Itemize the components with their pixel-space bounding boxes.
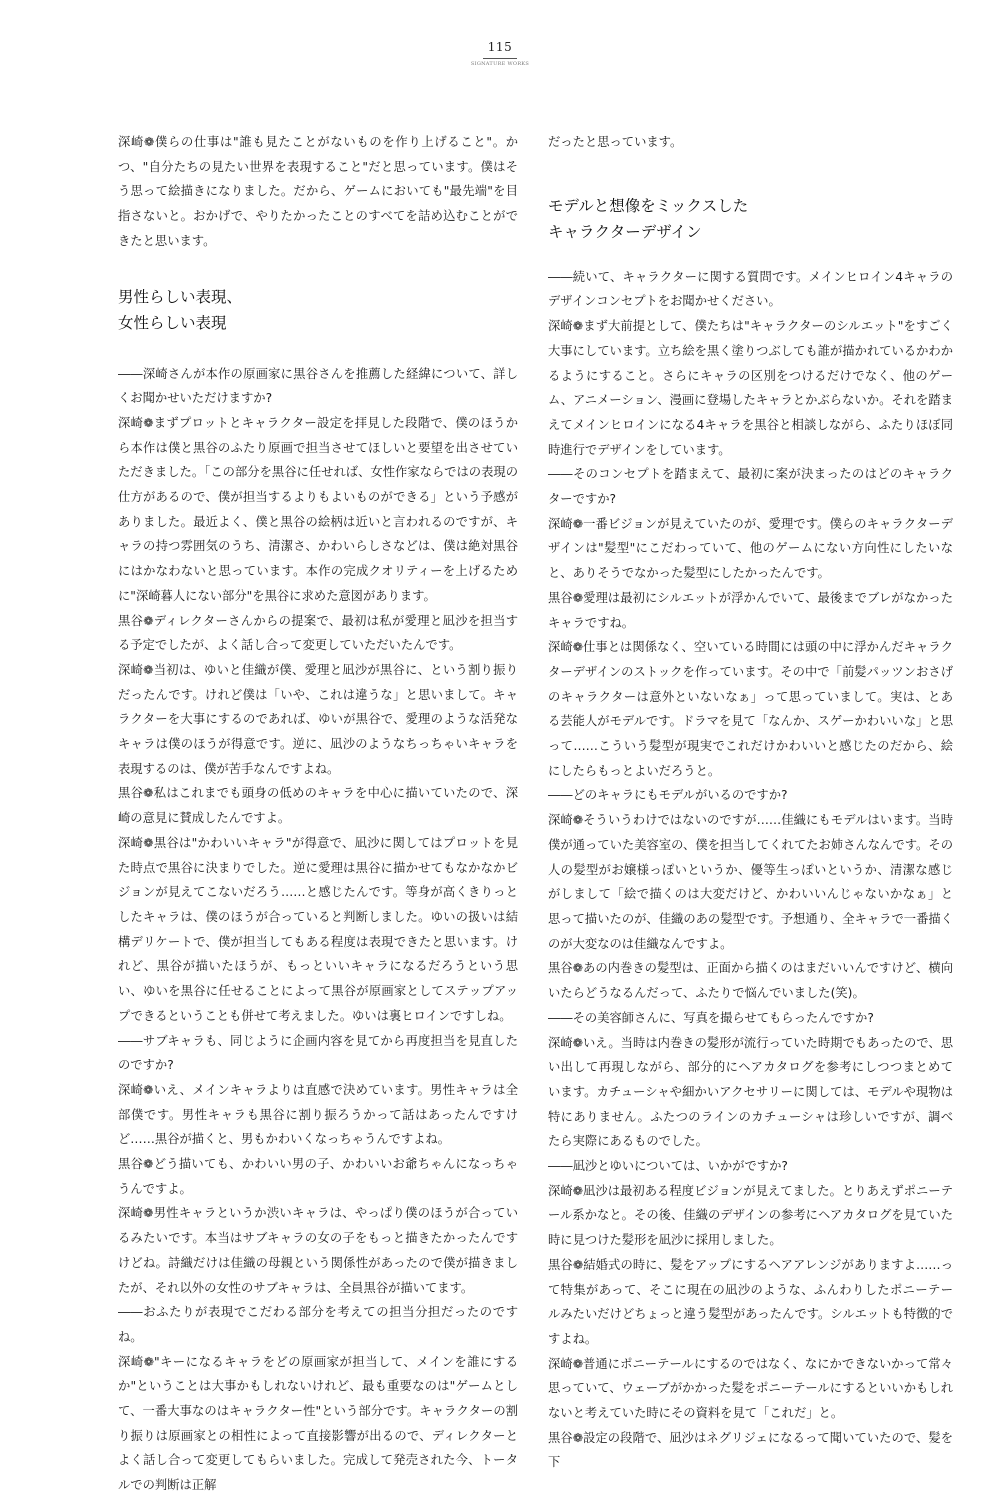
body-paragraph: ――サブキャラも、同じように企画内容を見てから再度担当を見直したのですか?	[118, 1033, 518, 1073]
left-column	[118, 130, 518, 1498]
body-paragraph: ――その美容師さんに、写真を撮らせてもらったんですか?	[548, 1010, 874, 1025]
section-heading-character-design	[548, 193, 953, 245]
body-paragraph: 深崎❁仕事とは関係なく、空いている時間には頭の中に浮かんだキャラクターデザインのストックを作っています。その中で「前髪パッツンおさげのキャラクターは意外といないなぁ」って思っていまして。実は、とある芸能人がモデルです。ドラマを見て「なんか、スゲーかわいいな」と思って……こういう髪型が現実でこれだけかわいいと感じたのだから、絵にしたらもっとよいだろうと。	[548, 640, 953, 778]
body-paragraph: 深崎❁普通にポニーテールにするのではなく、なにかできないかって常々思っていて、ウェーブがかかった髪をポニーテールにするといいかもしれないと考えていた時にその資料を見て「これだ」と。	[548, 1356, 953, 1421]
body-paragraph: ――凪沙とゆいについては、いかがですか?	[548, 1159, 788, 1174]
continuation-paragraph: だったと思っています。	[548, 135, 683, 149]
intro-paragraph: 深崎❁僕らの仕事は"誰も見たことがないものを作り上げること"。かつ、"自分たちの見たい世界を表現すること"だと思っています。僕はそう思って絵描きになりました。だから、ゲームにおいても"最先端"を目指さないと。おかげで、やりたかったことのすべてを詰め込むことができたと思います。	[118, 135, 518, 248]
body-paragraph: 深崎❁いえ。当時は内巻きの髪形が流行っていた時期でもあったので、思い出して再現しながら、部分的にヘアカタログを参考にしつつまとめています。カチューシャや細かいアクセサリーに関しては、モデルや現物は特にありません。ふたつのラインのカチューシャは珍しいですが、調べたら実際にあるものでした。	[548, 1035, 953, 1149]
page-subtitle: SIGNATURE WORKS	[470, 61, 530, 67]
body-paragraph: ――深崎さんが本作の原画家に黒谷さんを推薦した経緯について、詳しくお聞かせいただけますか?	[118, 366, 518, 406]
body-paragraph: 黒谷❁設定の段階で、凪沙はネグリジェになるって聞いていたので、髪を下	[548, 1430, 953, 1470]
body-paragraph: 黒谷❁ディレクターさんからの提案で、最初は私が愛理と凪沙を担当する予定でしたが、よく話し合って変更していただいたんです。	[118, 613, 518, 653]
body-paragraph: 深崎❁いえ、メインキャラよりは直感で決めています。男性キャラは全部僕です。男性キャラも黒谷に割り振ろうかって話はあったんですけど……黒谷が描くと、男もかわいくなっちゃうんですよね。	[118, 1082, 518, 1147]
section-heading-expression	[118, 284, 518, 336]
page-number-rule	[483, 58, 517, 59]
page-number: 115	[487, 40, 513, 54]
page-header	[0, 36, 1000, 67]
body-paragraph: 黒谷❁結婚式の時に、髪をアップにするヘアアレンジがありますよ……って特集があって、そこに現在の凪沙のような、ふんわりしたポニーテールみたいだけどちょっと違う髪型があったんです。シルエットも特徴的ですよね。	[548, 1257, 953, 1346]
body-paragraph: ――おふたりが表現でこだわる部分を考えての担当分担だったのですね。	[118, 1305, 518, 1344]
heading-line: モデルと想像をミックスした	[548, 196, 749, 215]
body-paragraph: 深崎❁"キーになるキャラをどの原画家が担当して、メインを誰にするか"ということは大事かもしれないけれど、最も重要なのは"ゲームとして、一番大事なのはキャラクター性"という部分です。キャラクターの割り振りは原画家との相性によって直接影響が出るので、ディレクターとよく話し合って変更してもらいました。完成して発売された今、トータルでの判断は正解	[118, 1354, 518, 1493]
body-paragraph: 黒谷❁どう描いても、かわいい男の子、かわいいお爺ちゃんになっちゃうんですよ。	[118, 1157, 518, 1196]
body-paragraph: 深崎❁まず大前提として、僕たちは"キャラクターのシルエット"をすごく大事にしています。立ち絵を黒く塗りつぶしても誰が描かれているかわかるようにすること。さらにキャラの区別をつけるだけでなく、他のゲーム、アニメーション、漫画に登場したキャラとかぶらないか。それを踏まえてメインヒロインになる4キャラを黒谷と相談しながら、ふたりほぼ同時進行でデザインをしています。	[548, 319, 953, 457]
heading-line: キャラクターデザイン	[548, 222, 702, 241]
body-paragraph: ――そのコンセプトを踏まえて、最初に案が決まったのはどのキャラクターですか?	[548, 467, 953, 507]
body-paragraph: 深崎❁凪沙は最初ある程度ビジョンが見えてました。とりあえずポニーテール系かなと。その後、佳織のデザインの参考にヘアカタログを見ていた時に見つけた髪形を凪沙に採用しました。	[548, 1183, 953, 1248]
body-paragraph: 黒谷❁あの内巻きの髪型は、正面から描くのはまだいいんですけど、横向いたらどうなるんだって、ふたりで悩んでいました(笑)。	[548, 961, 953, 1001]
heading-line: 男性らしい表現、	[118, 287, 243, 306]
body-paragraph: 深崎❁そういうわけではないのですが……佳織にもモデルはいます。当時僕が通っていた美容室の、僕を担当してくれてたお姉さんなんです。その人の髪型がお嬢様っぽいというか、優等生っぽいというか、清潔な感じがしまして「絵で描くのは大変だけど、かわいいんじゃないかなぁ」と思って描いたのが、佳織のあの髪型です。予想通り、全キャラで一番描くのが大変なのは佳織なんですよ。	[548, 813, 953, 951]
right-column	[548, 130, 953, 1475]
body-paragraph: 深崎❁当初は、ゆいと佳織が僕、愛理と凪沙が黒谷に、という割り振りだったんです。けれど僕は「いや、これは違うな」と思いまして。キャラクターを大事にするのであれば、ゆいが黒谷で、愛理のような活発なキャラは僕のほうが得意です。逆に、凪沙のようなちっちゃいキャラを表現するのは、僕が苦手なんですよね。	[118, 662, 518, 776]
body-paragraph: 黒谷❁愛理は最初にシルエットが浮かんでいて、最後までブレがなかったキャラですね。	[548, 590, 953, 630]
heading-line: 女性らしい表現	[118, 313, 227, 332]
body-paragraph: 深崎❁黒谷は"かわいいキャラ"が得意で、凪沙に関してはプロットを見た時点で黒谷に決まりでした。逆に愛理は黒谷に描かせてもなかなかビジョンが見えてこないだろう……と感じたんです。等身が高くきりっとしたキャラは、僕のほうが合っていると判断しました。ゆいの扱いは結構デリケートで、僕が担当してもある程度は表現できたと思います。けれど、黒谷が描いたほうが、もっといいキャラになるだろうという思い、ゆいを黒谷に任せることによって黒谷が原画家としてステップアップできるということも併せて考えました。ゆいは裏ヒロインですしね。	[118, 835, 518, 1023]
body-paragraph: 黒谷❁私はこれまでも頭身の低めのキャラを中心に描いていたので、深崎の意見に賛成したんですよ。	[118, 786, 518, 826]
body-paragraph: ――どのキャラにもモデルがいるのですか?	[548, 788, 788, 803]
body-paragraph: 深崎❁男性キャラというか渋いキャラは、やっぱり僕のほうが合っているみたいです。本当はサブキャラの女の子をもっと描きたかったんですけどね。詩織だけは佳織の母親という関係性があったので僕が描きましたが、それ以外の女性のサブキャラは、全員黒谷が描いてます。	[118, 1206, 518, 1295]
body-paragraph: 深崎❁一番ビジョンが見えていたのが、愛理です。僕らのキャラクターデザインは"髪型"にこだわっていて、他のゲームにない方向性にしたいなと、ありそうでなかった髪型にしたかったんです。	[548, 516, 953, 581]
body-paragraph: 深崎❁まずプロットとキャラクター設定を拝見した段階で、僕のほうから本作は僕と黒谷のふたり原画で担当させてほしいと要望を出させていただきました。「この部分を黒谷に任せれば、女性作家ならではの表現の仕方があるので、僕が担当するよりもよいものができる」という予感がありました。最近よく、僕と黒谷の絵柄は近いと言われるのですが、キャラの持つ雰囲気のうち、清潔さ、かわいらしさなどは、僕は絶対黒谷にはかなわないと思っています。本作の完成クオリティーを上げるために"深崎暮人にない部分"を黒谷に求めた意図があります。	[118, 415, 518, 603]
body-paragraph: ――続いて、キャラクターに関する質問です。メインヒロイン4キャラのデザインコンセプトをお聞かせください。	[548, 269, 953, 309]
